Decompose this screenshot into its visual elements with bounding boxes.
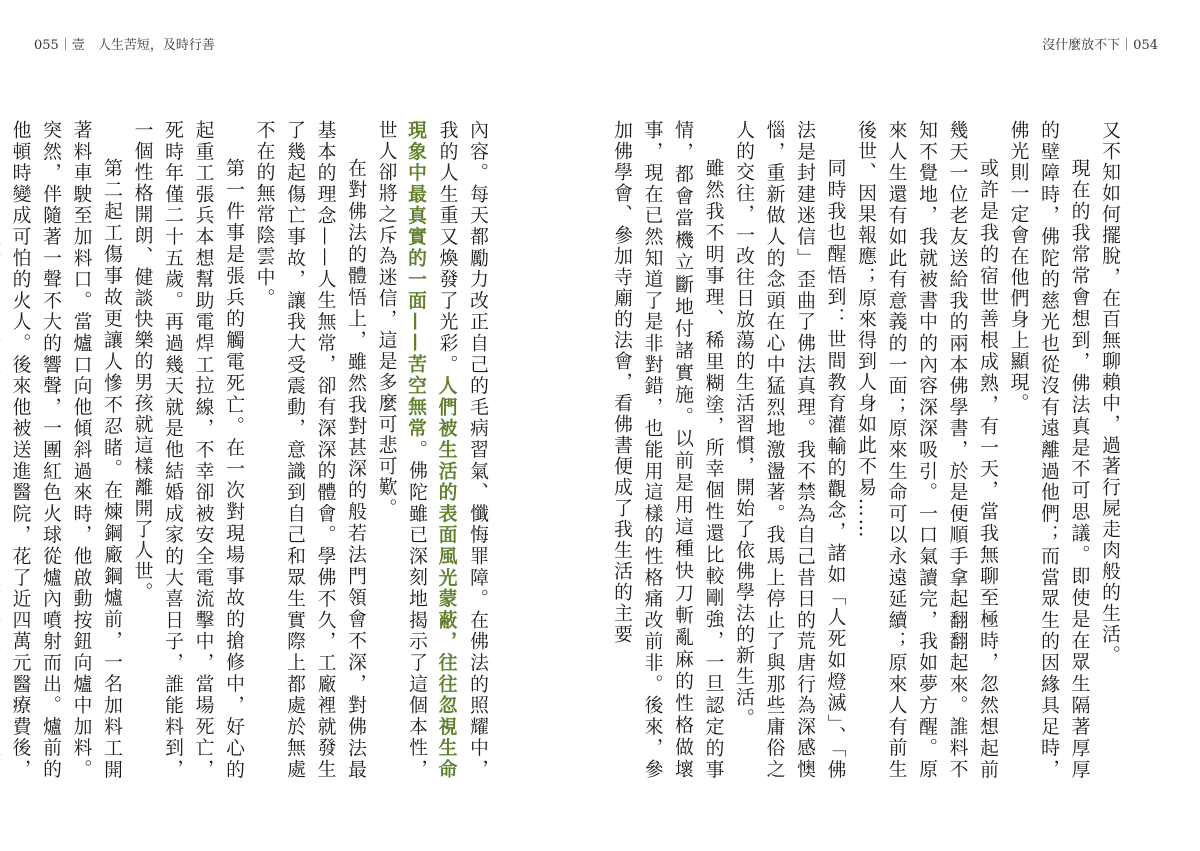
paragraph: 同時我也醒悟到：世間教育灌輸的觀念，諸如「人死如燈滅」、「佛法是封建迷信」歪曲了佛法真理。我不禁為自己昔日的荒唐行為深感懊惱，重新做人的念頭在心中猛烈地激盪著。我馬上停止了與那些庸俗之人的交往，一改往日放蕩的生活習慣，開始了依佛學法的新生活。 [733, 120, 846, 780]
left-page-text [9, 120, 492, 780]
text-span: 內容。每天都勵力改正自己的毛病習氣、懺悔罪障。在佛法的照耀中，我的人生重又煥發了光彩。 [436, 120, 488, 780]
paragraph: 第一件事是張兵的觸電死亡。在一次對現場事故的搶修中，好心的起重工張兵本想幫助電焊工拉線，不幸卻被安全電流擊中，當場死亡，死時年僅二十五歲。再過幾天就是他結婚成家的大喜日子，誰能料到，一個性格開朗、健談快樂的男孩就這樣離開了人世。 [131, 120, 244, 780]
emphasis-text: 人們被生活的表面風光蒙蔽，往往忽視生命現象中最真實的一面——苦空無常 [405, 120, 458, 780]
right-page-text [611, 120, 1124, 780]
page-header-left: 055｜壹 人生苦短，及時行善 [34, 38, 215, 53]
paragraph [370, 120, 492, 780]
paragraph: 又不知如何擺脫，在百無聊賴中，過著行屍走肉般的生活。 [1099, 120, 1120, 666]
paragraph: 雖然我不明事理、稀里糊塗，所幸個性還比較剛強，一旦認定的事情，都會當機立斷地付諸實施。以前是用這種快刀斬亂麻的性格做壞事，現在已然知道了是非對錯，也能用這樣的性格痛改前非。後來，參加佛學會、參加寺廟的法會，看佛書便成了我生活的主要 [611, 120, 724, 780]
text-span: 。佛陀雖已深刻地揭示了這個本性，世人卻將之斥為迷信，這是多麼可悲可歎。 [375, 120, 427, 780]
paragraph: 或許是我的宿世善根成熟，有一天，當我無聊至極時，忽然想起前幾天一位老友送給我的兩本佛學書，於是便順手拿起翻翻起來。誰料不知不覺地，我就被書中的內容深深吸引。一口氣讀完，我如夢方醒。原來人生還有如此有意義的一面；原來生命可以永遠延續；原來人有前生後世、因果報應；原來得到人身如此不易…… [855, 120, 998, 780]
left-page [9, 120, 492, 780]
page-header-right: 沒什麼放不下｜054 [1042, 38, 1158, 53]
paragraph: 現在的我常常會想到，佛法真是不可思議。即使是在眾生隔著厚厚的壁障時，佛陀的慈光也從沒有遠離過他們；而當眾生的因緣具足時，佛光則一定會在他們身上顯現。 [1007, 120, 1090, 780]
paragraph: 第二起工傷事故更讓人慘不忍睹。在煉鋼廠鋼爐前，一名加料工開著料車駛至加料口。當爐口向他傾斜過來時，他啟動按鈕向爐中加料。突然，伴隨著一聲不大的響聲，一團紅色火球從爐內噴射而出。爐前的他頓時變成可怕的火人。後來他被送進醫院，花了近四萬元醫療費後， [9, 120, 122, 780]
paragraph: 在對佛法的體悟上，雖然我對甚深的般若法門領會不深，對佛法最基本的理念——人生無常，卻有深深的體會。學佛不久，工廠裡就發生了幾起傷亡事故，讓我大受震動，意識到自己和眾生實際上都處於無處不在的無常陰雲中。 [253, 120, 366, 780]
right-page [611, 120, 1124, 780]
